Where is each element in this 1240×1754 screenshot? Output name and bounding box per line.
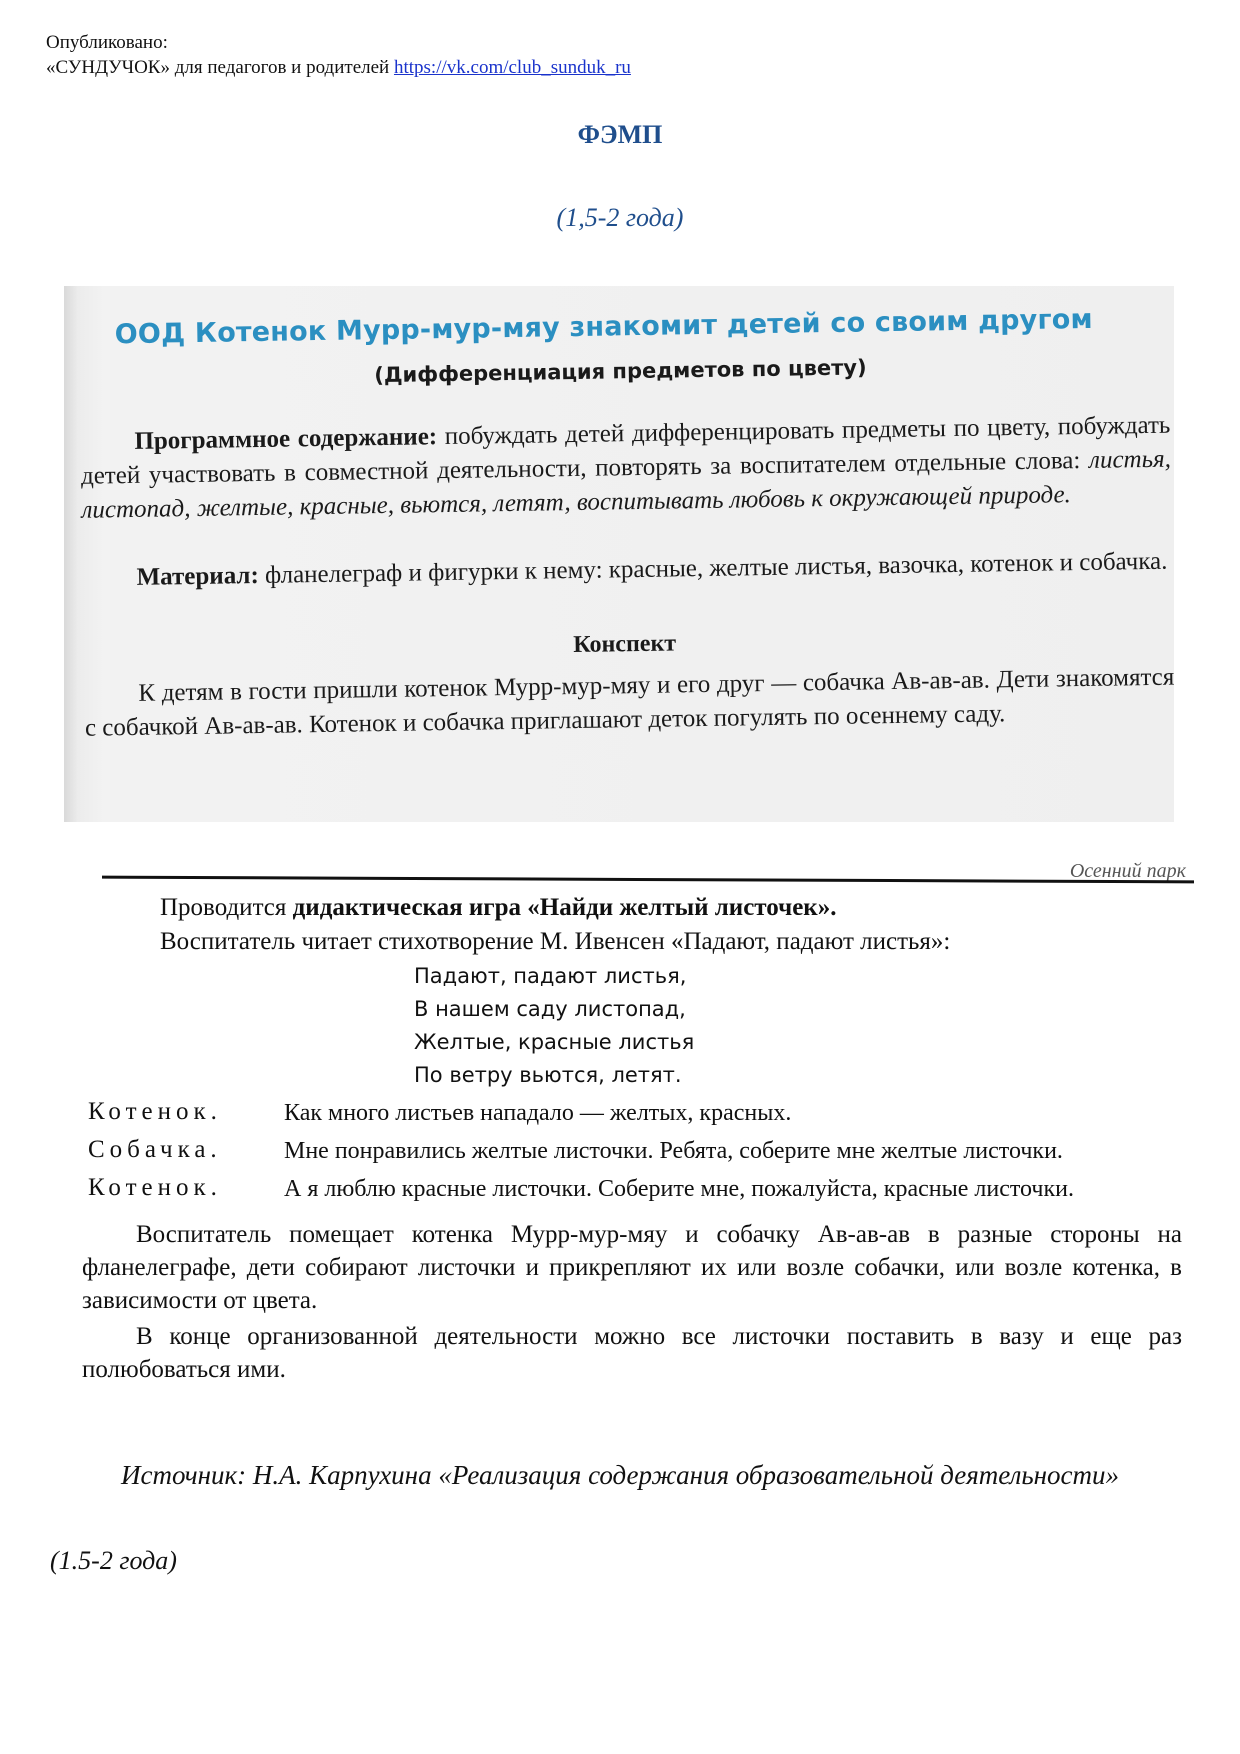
closing-text: В конце организованной деятельности можно все листочки поставить в вазу и еще раз полюбоваться ими. [82,1323,1182,1383]
material [82,545,1172,596]
subject-heading: ФЭМП [577,120,663,149]
reads-line: Воспитатель читает стихотворение М. Ивенсен «Падают, падают листья»: [160,928,951,955]
dialog-speaker: Собачка. [88,1136,222,1163]
page-rule [102,876,1194,884]
dialog-line: Как много листьев нападало — желтых, красных. [284,1100,792,1126]
program-content [80,409,1171,528]
running-head: Осенний парк [1069,860,1186,882]
lesson-title: ООД Котенок Мурр-мур-мяу знакомит детей со своим другом [114,303,1094,351]
game-prefix: Проводится [160,894,287,921]
dialog-line: Мне понравились желтые листочки. Ребята, соберите мне желтые листочки. [284,1138,1063,1164]
game-title: дидактическая игра «Найди желтый листочек». [292,894,837,921]
age-footer: (1.5-2 года) [50,1546,177,1575]
poem-line: Желтые, красные листья [414,1030,695,1054]
publication-info [46,30,631,80]
published-label: Опубликовано: [46,32,168,53]
scanned-page-1 [64,286,1174,822]
published-line [46,55,631,80]
placement-text: Воспитатель помещает котенка Мурр-мур-мяу и собачку Ав-ав-ав в разные стороны на фланелеграфе, дети собирают листочки и прикрепляют их или возле собачки, или возле котенка, в зависимости от цвета. [82,1221,1182,1314]
program-text: побуждать детей дифференцировать предметы по цвету, побуждать детей участвовать в совместной деятельности, повторять за воспитателем отдельные слова: [80,411,1171,490]
closing-paragraph [82,1320,1182,1386]
dialog-speaker: Котенок. [88,1174,222,1201]
vk-club-link[interactable]: https://vk.com/club_sunduk_ru [393,57,631,78]
program-italic: листья, листопад, желтые, красные, вьются, летят, воспитывать любовь к окружающей природе. [81,445,1172,524]
source-citation: Источник: Н.А. Карпухина «Реализация содержания образовательной деятельности» [120,1460,1120,1490]
published-source: «СУНДУЧОК» для педагогов и родителей [46,57,390,78]
lesson-subtitle: (Дифференциация предметов по цвету) [374,355,867,388]
age-heading: (1,5-2 года) [556,203,684,232]
poem-line: В нашем саду листопад, [414,997,686,1021]
intro-paragraph [84,661,1174,746]
program-label: Программное содержание: [134,423,438,455]
konspekt-heading: Конспект [573,630,677,659]
game-line [160,892,836,924]
dialog-line: А я люблю красные листочки. Соберите мне, пожалуйста, красные листочки. [284,1176,1074,1202]
placement-paragraph [82,1218,1182,1317]
intro-text: К детям в гости пришли котенок Мурр-мур-мяу и его друг — собачка Ав-ав-ав. Дети знакомятся с собачкой Ав-ав-ав. Котенок и собачка приглашают деток погулять по осеннему саду. [84,663,1174,742]
material-text: фланелеграф и фигурки к нему: красные, желтые листья, вазочка, котенок и собачка. [264,547,1168,589]
scanned-page-2 [80,860,1190,1420]
material-label: Материал: [136,561,260,591]
poem-line: Падают, падают листья, [414,964,687,988]
poem-line: По ветру вьются, летят. [414,1063,682,1087]
dialog-speaker: Котенок. [88,1098,222,1125]
